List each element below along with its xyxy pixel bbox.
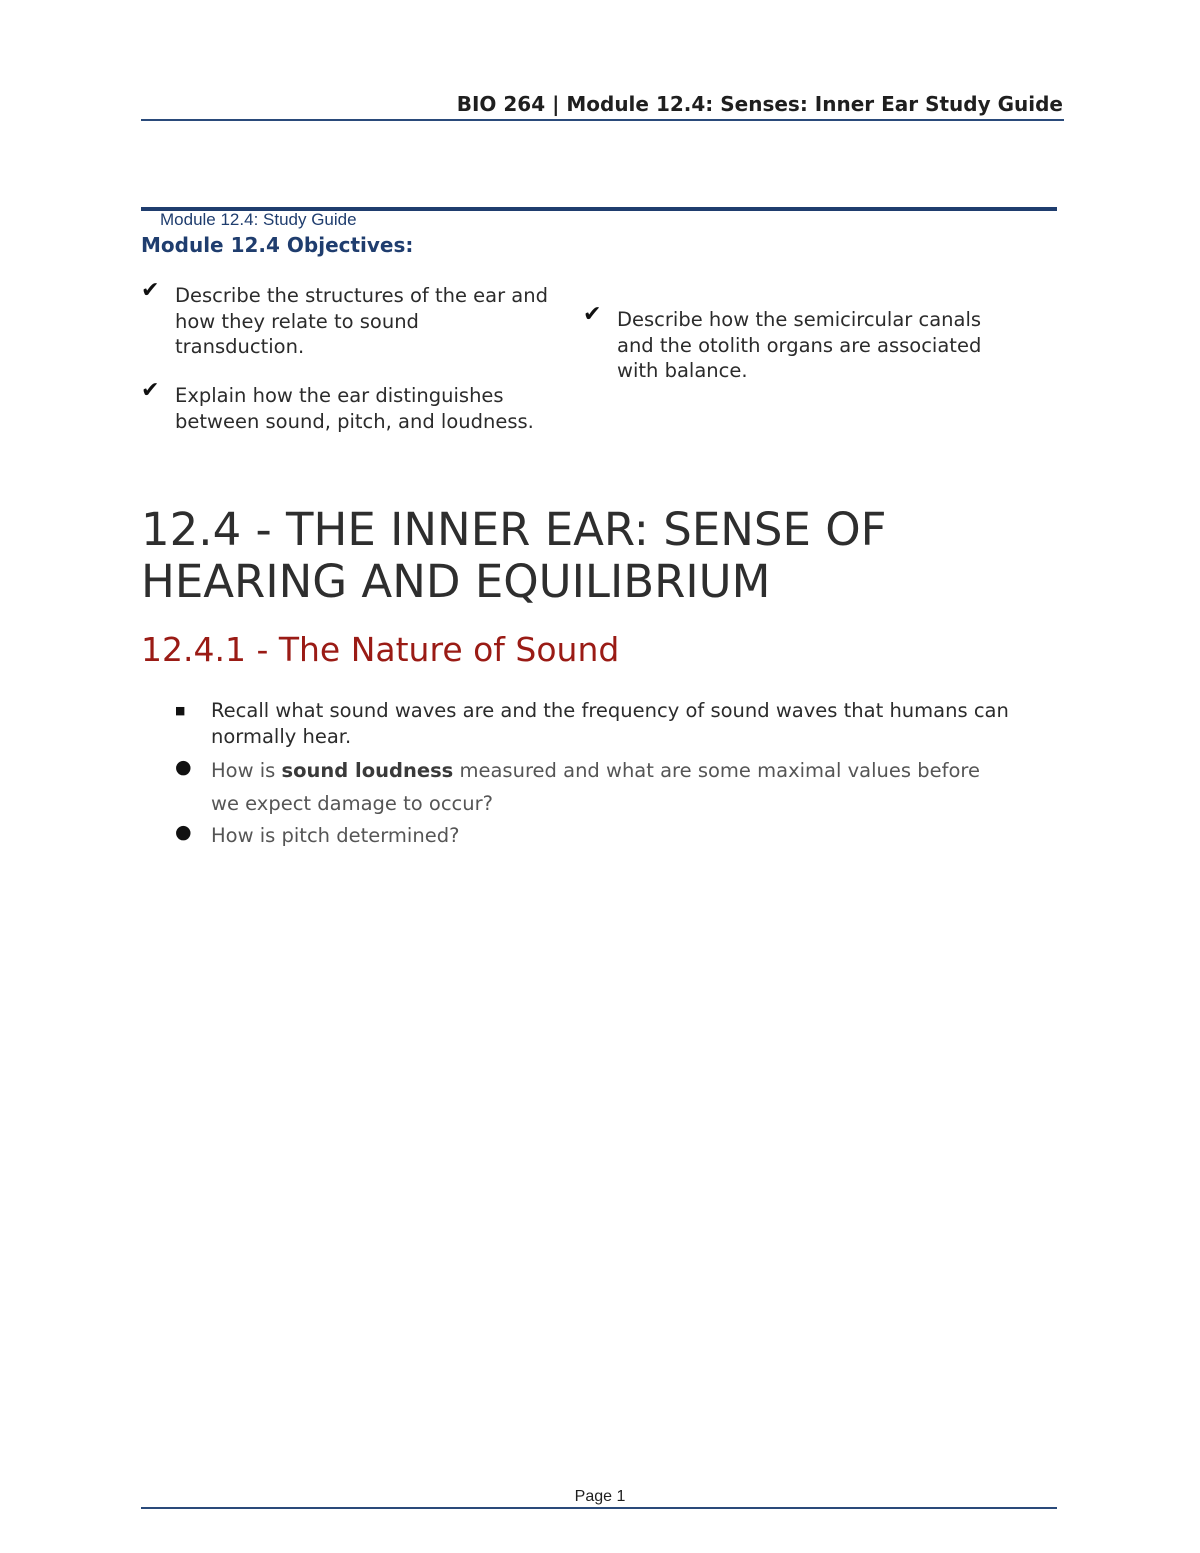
question-prefix: How is (211, 759, 282, 782)
question-suffix: measured and what are some maximal values before we expect damage to occur? (211, 759, 980, 815)
objective-item (583, 302, 1003, 384)
objective-item (141, 278, 551, 360)
bullet-text: How is pitch determined? (211, 824, 460, 847)
checkmark-icon: ✔ (141, 378, 160, 403)
list-item (141, 698, 1061, 749)
section-heading: 12.4.1 - The Nature of Sound (141, 630, 620, 669)
objective-text: Describe how the semicircular canals and the otolith organs are associated with balance. (617, 308, 982, 382)
bold-term: sound loudness (281, 759, 454, 782)
list-item (141, 819, 1061, 852)
round-bullet-icon: ● (175, 756, 192, 778)
bullet-text: Recall what sound waves are and the frequency of sound waves that humans can normally hear. (211, 699, 1009, 748)
round-bullet-icon: ● (175, 821, 192, 843)
checkmark-icon: ✔ (141, 278, 160, 303)
running-header: BIO 264 | Module 12.4: Senses: Inner Ear Study Guide (456, 92, 1063, 116)
objective-text: Explain how the ear distinguishes between sound, pitch, and loudness. (175, 384, 534, 433)
bullet-text (211, 754, 1011, 820)
objectives-heading: Module 12.4 Objectives: (141, 233, 414, 257)
footer-rule (141, 1507, 1057, 1509)
objective-item (141, 378, 551, 434)
module-label: Module 12.4: Study Guide (160, 210, 357, 229)
checkmark-icon: ✔ (583, 302, 602, 327)
objective-text: Describe the structures of the ear and how they relate to sound transduction. (175, 284, 548, 358)
main-heading: 12.4 - THE INNER EAR: SENSE OF HEARING AND EQUILIBRIUM (141, 503, 887, 608)
list-item (141, 754, 1061, 820)
header-rule (141, 119, 1064, 121)
page-number: Page 1 (574, 1488, 626, 1505)
square-bullet-icon: ■ (175, 704, 186, 717)
